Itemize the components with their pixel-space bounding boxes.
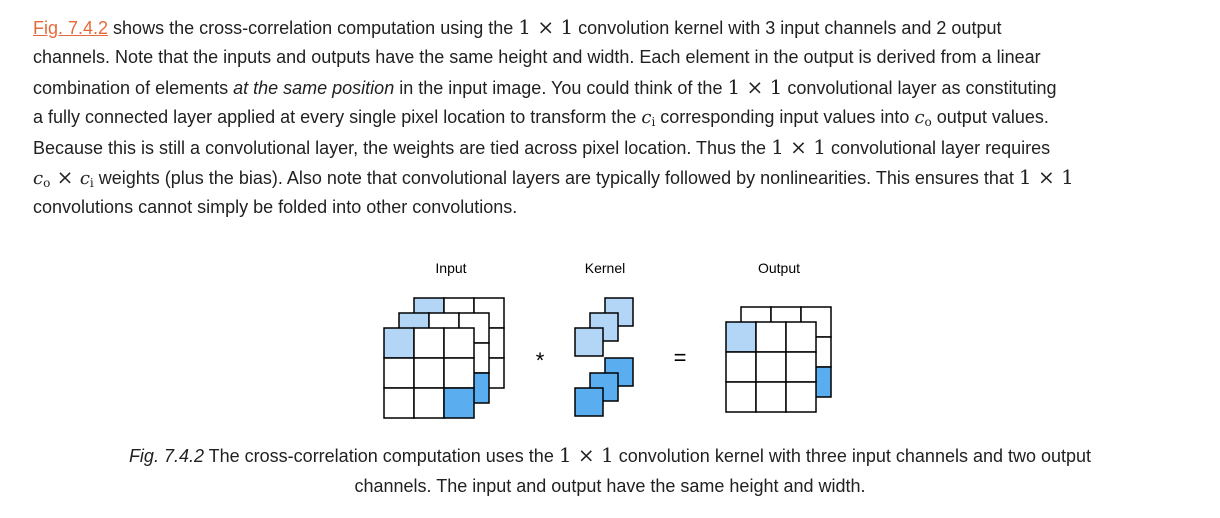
caption-line: channels. The input and output have the same height and width. <box>354 476 866 496</box>
kernel-cell <box>575 388 603 416</box>
equals-operator: = <box>673 345 687 370</box>
grid-cell <box>756 352 786 382</box>
grid-cell <box>414 328 444 358</box>
text-span: weights (plus the bias). Also note that convolutional layers are typically followed by nonlinearities. This ensures that <box>93 168 1019 188</box>
math-subscript: i <box>89 176 94 190</box>
grid-cell <box>786 352 816 382</box>
grid-cell <box>756 382 786 412</box>
grid-cell <box>384 388 414 418</box>
text-span: Because this is still a convolutional layer, the weights are tied across pixel location. Thus the <box>33 138 772 158</box>
math-ci <box>641 107 655 128</box>
math-1x1: 1 × 1 <box>1018 165 1074 189</box>
grid-cell <box>726 352 756 382</box>
highlighted-cell <box>726 322 756 352</box>
math-var: c <box>641 107 652 128</box>
math-var: c <box>33 168 44 189</box>
paragraph-line <box>33 12 1198 42</box>
caption-line <box>0 440 1220 471</box>
grid-cell <box>786 322 816 352</box>
text-span: in the input image. You could think of the <box>394 78 728 98</box>
text-span: convolution kernel with three input channels and two output <box>613 446 1092 466</box>
output-label: Output <box>757 260 801 276</box>
grid-cell <box>384 358 414 388</box>
grid-cell <box>756 322 786 352</box>
text-span: convolution kernel with 3 input channels and 2 output <box>573 18 1002 38</box>
math-co <box>914 107 931 128</box>
math-var: c <box>79 168 90 189</box>
math-subscript: o <box>924 115 932 129</box>
text-span: output values. <box>931 107 1049 127</box>
math-subscript: o <box>43 176 51 190</box>
emphasis: at the same position <box>233 78 395 98</box>
paragraph-line <box>33 132 1198 162</box>
text-span: combination of elements <box>33 78 234 98</box>
grid-cell <box>786 382 816 412</box>
grid-cell <box>444 328 474 358</box>
paragraph-line <box>33 102 1198 132</box>
paragraph-line: convolutions cannot simply be folded into other convolutions. <box>33 197 518 217</box>
body-paragraph <box>33 12 1198 222</box>
kernel-label: Kernel <box>584 260 626 276</box>
math-1x1: 1 × 1 <box>518 15 574 39</box>
grid-cell <box>414 358 444 388</box>
text-span: convolutional layer as constituting <box>782 78 1057 98</box>
paragraph-line: channels. Note that the inputs and outputs have the same height and width. Each element in the output is derived from a linear <box>33 47 1041 67</box>
paragraph-line <box>33 162 1198 192</box>
grid-cell <box>726 382 756 412</box>
math-co <box>33 168 50 189</box>
figure-caption <box>0 440 1220 501</box>
paragraph-line <box>33 72 1198 102</box>
text-span: corresponding input values into <box>655 107 915 127</box>
conv-1x1-figure <box>0 250 1220 430</box>
input-label: Input <box>435 260 467 276</box>
math-times: × <box>50 165 80 189</box>
highlighted-cell <box>444 388 474 418</box>
text-span: a fully connected layer applied at every single pixel location to transform the <box>33 107 642 127</box>
grid-cell <box>414 388 444 418</box>
convolution-operator: * <box>535 348 545 373</box>
figure-reference-link[interactable]: Fig. 7.4.2 <box>33 18 109 38</box>
text-span: shows the cross-correlation computation using the <box>108 18 519 38</box>
kernel-cell <box>575 328 603 356</box>
output-tensor <box>726 307 831 412</box>
kernel-tensor <box>575 298 633 416</box>
grid-cell <box>444 358 474 388</box>
math-1x1: 1 × 1 <box>771 135 826 159</box>
highlighted-cell <box>384 328 414 358</box>
math-1x1: 1 × 1 <box>558 443 614 467</box>
math-1x1: 1 × 1 <box>727 75 783 99</box>
math-var: c <box>914 107 925 128</box>
math-ci <box>80 168 94 189</box>
input-tensor <box>384 298 504 418</box>
caption-figure-label: Fig. 7.4.2 <box>128 446 204 466</box>
text-span: The cross-correlation computation uses the <box>203 446 559 466</box>
math-subscript: i <box>651 115 656 129</box>
text-span: convolutional layer requires <box>825 138 1051 158</box>
